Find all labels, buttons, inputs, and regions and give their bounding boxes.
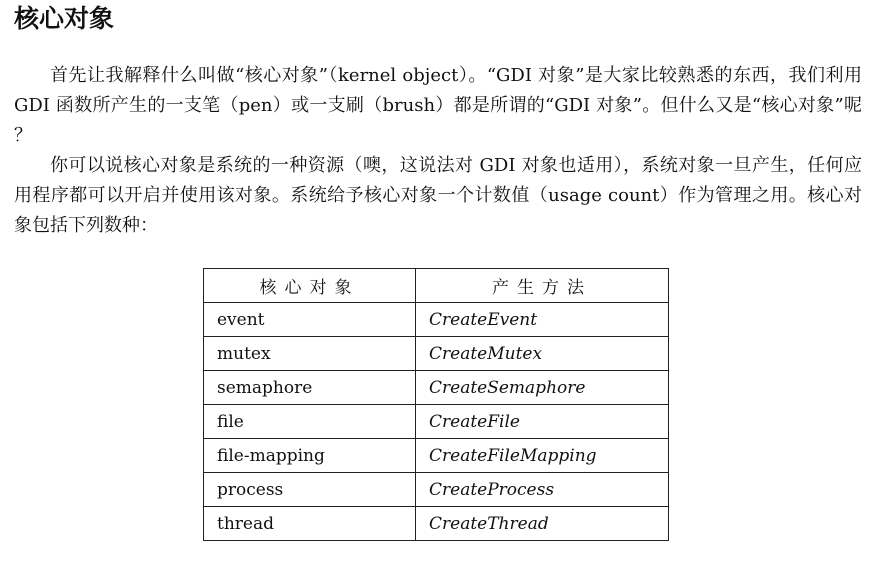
object-cell: process bbox=[204, 473, 416, 507]
method-cell: CreateSemaphore bbox=[416, 371, 669, 405]
object-cell: file-mapping bbox=[204, 439, 416, 473]
method-cell: CreateFileMapping bbox=[416, 439, 669, 473]
table-row bbox=[204, 337, 669, 371]
method-cell: CreateMutex bbox=[416, 337, 669, 371]
object-cell: file bbox=[204, 405, 416, 439]
object-cell: thread bbox=[204, 507, 416, 541]
method-cell: CreateFile bbox=[416, 405, 669, 439]
table-header-row bbox=[204, 269, 669, 303]
table-row bbox=[204, 507, 669, 541]
table-row bbox=[204, 405, 669, 439]
kernel-objects-table bbox=[203, 268, 669, 541]
paragraph-description: 你可以说核心对象是系统的一种资源（噢，这说法对 GDI 对象也适用），系统对象一旦产生，任何应用程序都可以开启并使用该对象。系统给予核心对象一个计数值（usage count）作为管理之用。核心对象包括下列数种： bbox=[14, 155, 862, 236]
column-header-method: 产生方法 bbox=[416, 269, 669, 303]
table-row bbox=[204, 303, 669, 337]
table-row bbox=[204, 439, 669, 473]
page-title: 核心对象 bbox=[14, 4, 115, 33]
column-header-object: 核心对象 bbox=[204, 269, 416, 303]
object-cell: mutex bbox=[204, 337, 416, 371]
table-row bbox=[204, 371, 669, 405]
method-cell: CreateThread bbox=[416, 507, 669, 541]
method-cell: CreateEvent bbox=[416, 303, 669, 337]
paragraph-intro: 首先让我解释什么叫做“核心对象”（kernel object）。“GDI 对象”是大家比较熟悉的东西，我们利用 GDI 函数所产生的一支笔（pen）或一支刷（brush）都是所谓的“GDI 对象”。但什么又是“核心对象”呢 ？ bbox=[14, 65, 862, 146]
table-row bbox=[204, 473, 669, 507]
method-cell: CreateProcess bbox=[416, 473, 669, 507]
object-cell: semaphore bbox=[204, 371, 416, 405]
object-cell: event bbox=[204, 303, 416, 337]
